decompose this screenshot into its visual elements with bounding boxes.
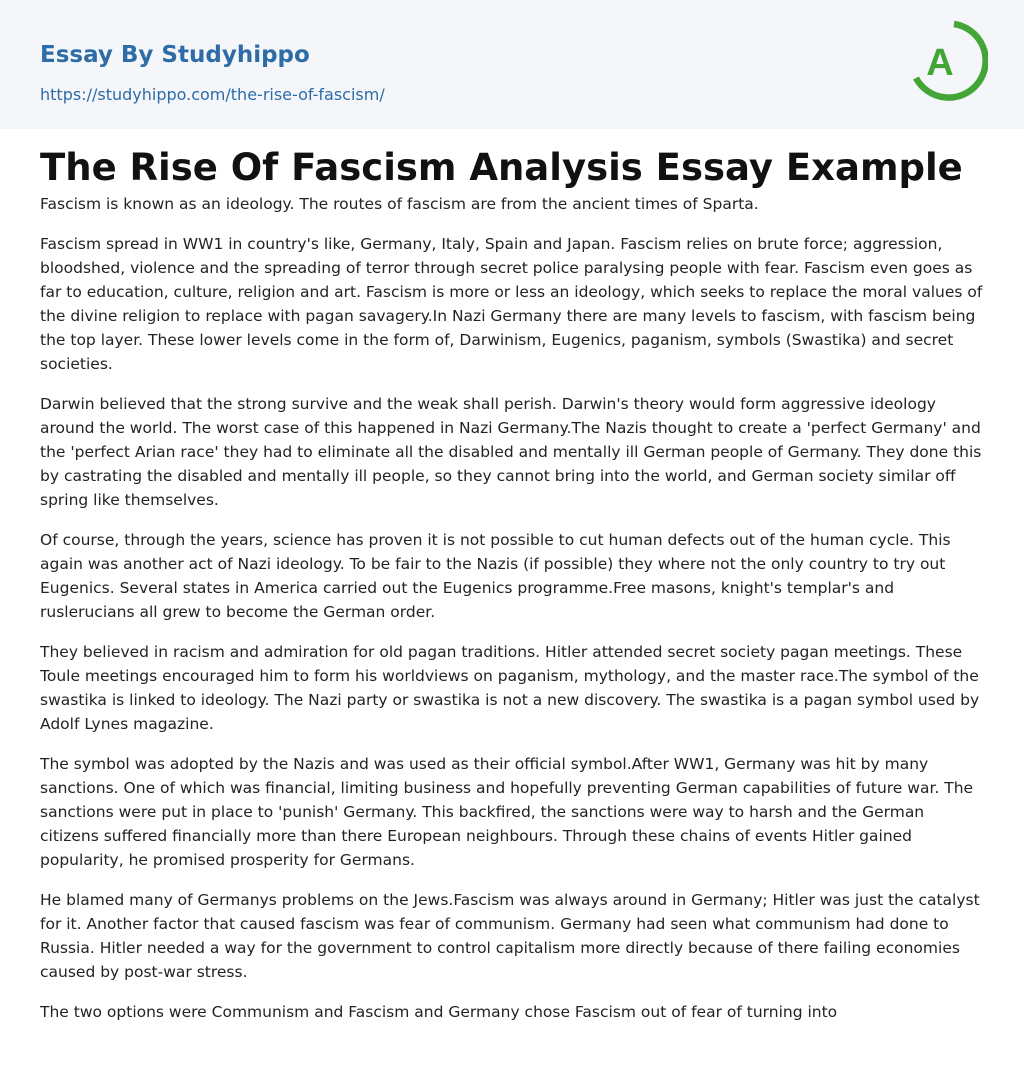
essay-paragraph: Of course, through the years, science has proven it is not possible to cut human defects out of the human cycle. This again was another act of Nazi ideology. To be fair to the Nazis (if possible) they where not the only country to try out Eugenics. Several states in America carried out the Eugenics programme.Free masons, knight's templar's and ruslerucians all grew to become the German order.	[40, 531, 951, 621]
essay-paragraph: Fascism spread in WW1 in country's like, Germany, Italy, Spain and Japan. Fascism relies on brute force; aggression, bloodshed, violence and the spreading of terror through secret police paralysing people with fear. Fascism even goes as far to education, culture, religion and art. Fascism is more or less an ideology, which seeks to replace the moral values of the divine religion to replace with pagan savagery.In Nazi Germany there are many levels to fascism, with fascism being the top layer. These lower levels come in the form of, Darwinism, Eugenics, paganism, symbols (Swastika) and secret societies.	[40, 235, 983, 373]
studyhippo-logo-icon[interactable]	[910, 18, 988, 106]
page-title: The Rise Of Fascism Analysis Essay Example	[40, 146, 963, 189]
essay-paragraph: They believed in racism and admiration for old pagan traditions. Hitler attended secret society pagan meetings. These Toule meetings encouraged him to form his worldviews on paganism, mythology, and the master race.The symbol of the swastika is linked to ideology. The Nazi party or swastika is not a new discovery. The swastika is a pagan symbol used by Adolf Lynes magazine.	[40, 643, 980, 733]
essay-paragraph: Fascism is known as an ideology. The routes of fascism are from the ancient times of Sparta.	[40, 195, 759, 213]
logo-letter: A	[926, 42, 954, 84]
essay-paragraph: The two options were Communism and Fascism and Germany chose Fascism out of fear of turning into	[40, 1003, 838, 1021]
essay-paragraph: The symbol was adopted by the Nazis and was used as their official symbol.After WW1, Germany was hit by many sanctions. One of which was financial, limiting business and hopefully preventing German capabilities of future war. The sanctions were put in place to 'punish' Germany. This backfired, the sanctions were way to harsh and the German citizens suffered financially more than there European neighbours. Through these chains of events Hitler gained popularity, he promised prosperity for Germans.	[40, 755, 974, 869]
essay-paragraph: He blamed many of Germanys problems on the Jews.Fascism was always around in Germany; Hitler was just the catalyst for it. Another factor that caused fascism was fear of communism. Germany had seen what communism had done to Russia. Hitler needed a way for the government to control capitalism more directly because of there failing economies caused by post-war stress.	[40, 891, 980, 981]
site-brand[interactable]: Essay By Studyhippo	[40, 42, 310, 68]
article	[0, 146, 1024, 1024]
essay-url-link[interactable]: https://studyhippo.com/the-rise-of-fascism/	[40, 85, 385, 104]
site-header	[0, 0, 1024, 129]
essay-paragraph: Darwin believed that the strong survive and the weak shall perish. Darwin's theory would form aggressive ideology around the world. The worst case of this happened in Nazi Germany.The Nazis thought to create a 'perfect Germany' and the 'perfect Arian race' they had to eliminate all the disabled and mentally ill German people of Germany. They done this by castrating the disabled and mentally ill people, so they cannot bring into the world, and German society similar off spring like themselves.	[40, 395, 982, 509]
